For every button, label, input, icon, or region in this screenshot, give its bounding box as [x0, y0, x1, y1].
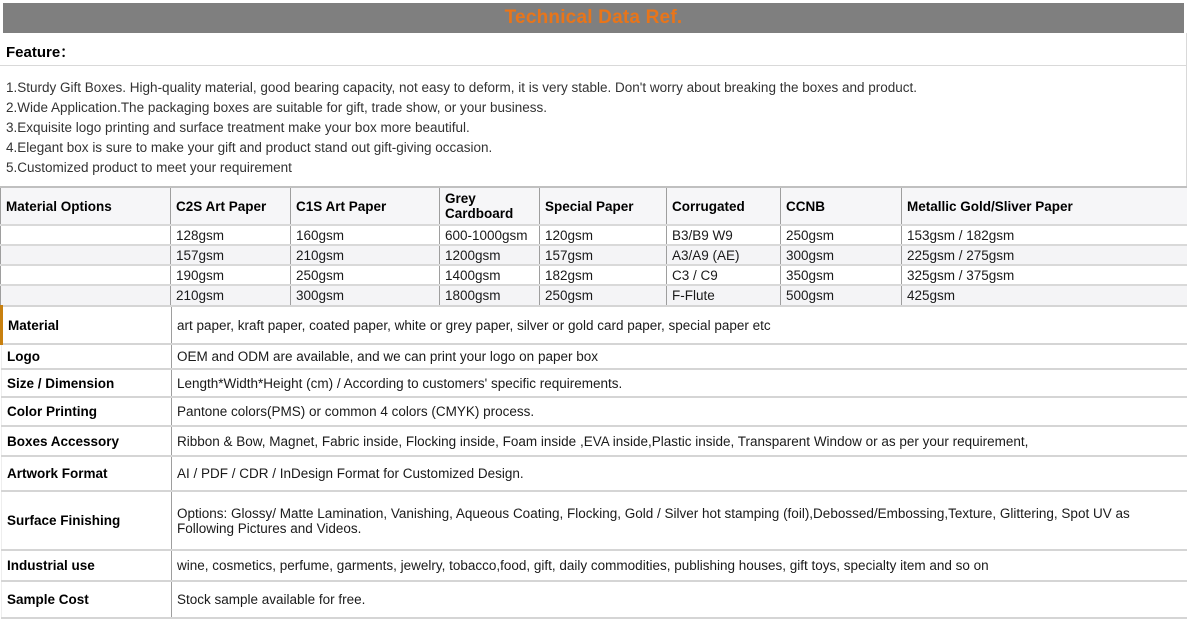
column-header-c2s-art-paper: C2S Art Paper: [171, 187, 291, 225]
detail-row-artwork-format: [2, 456, 1187, 491]
column-header-special-paper: Special Paper: [540, 187, 667, 225]
column-header-corrugated: Corrugated: [667, 187, 781, 225]
table-cell: 300gsm: [291, 285, 440, 305]
table-cell: [1, 225, 171, 245]
table-cell: 210gsm: [171, 285, 291, 305]
row-label: Boxes Accessory: [2, 426, 172, 456]
row-label: Logo: [2, 344, 172, 369]
table-cell: B3/B9 W9: [667, 225, 781, 245]
feature-item-4: 4.Elegant box is sure to make your gift and product stand out gift-giving occasion.: [6, 138, 1178, 158]
row-label: Sample Cost: [2, 581, 172, 618]
row-label: Industrial use: [2, 550, 172, 581]
table-cell: 250gsm: [781, 225, 902, 245]
title-bar: [3, 3, 1184, 33]
table-cell: 250gsm: [291, 265, 440, 285]
feature-list: [0, 66, 1187, 186]
detail-row-material: [2, 306, 1187, 344]
table-cell: 325gsm / 375gsm: [902, 265, 1187, 285]
column-header-c1s-art-paper: C1S Art Paper: [291, 187, 440, 225]
table-cell: C3 / C9: [667, 265, 781, 285]
table-row: [1, 265, 1187, 285]
table-cell: 120gsm: [540, 225, 667, 245]
detail-row-sample-cost: [2, 581, 1187, 618]
column-header-grey-cardboard: Grey Cardboard: [440, 187, 540, 225]
detail-table: [0, 305, 1187, 619]
table-cell: 300gsm: [781, 245, 902, 265]
table-cell: F-Flute: [667, 285, 781, 305]
row-value: wine, cosmetics, perfume, garments, jewelry, tobacco,food, gift, daily commodities, publishing houses, gift toys, specialty item and so on: [172, 550, 1187, 581]
row-value: Pantone colors(PMS) or common 4 colors (CMYK) process.: [172, 397, 1187, 426]
table-cell: 225gsm / 275gsm: [902, 245, 1187, 265]
row-value: Options: Glossy/ Matte Lamination, Vanishing, Aqueous Coating, Flocking, Gold / Silver hot stamping (foil),Debossed/Embossing,Texture, Glittering, Spot UV as Following Pictures and Videos.: [172, 491, 1187, 550]
row-value: art paper, kraft paper, coated paper, white or grey paper, silver or gold card paper, special paper etc: [172, 306, 1187, 344]
row-label: Artwork Format: [2, 456, 172, 491]
table-cell: 250gsm: [540, 285, 667, 305]
feature-item-2: 2.Wide Application.The packaging boxes are suitable for gift, trade show, or your business.: [6, 98, 1178, 118]
table-cell: 157gsm: [540, 245, 667, 265]
row-label: Material: [2, 306, 172, 344]
row-label: Size / Dimension: [2, 369, 172, 397]
row-label: Surface Finishing: [2, 491, 172, 550]
row-value: OEM and ODM are available, and we can print your logo on paper box: [172, 344, 1187, 369]
detail-row-logo: [2, 344, 1187, 369]
table-cell: 210gsm: [291, 245, 440, 265]
table-row: [1, 225, 1187, 245]
table-cell: 425gsm: [902, 285, 1187, 305]
table-cell: 350gsm: [781, 265, 902, 285]
table-cell: 190gsm: [171, 265, 291, 285]
column-header-material-options: Material Options: [1, 187, 171, 225]
detail-row-boxes-accessory: [2, 426, 1187, 456]
table-cell: 182gsm: [540, 265, 667, 285]
row-value: AI / PDF / CDR / InDesign Format for Customized Design.: [172, 456, 1187, 491]
row-value: Ribbon & Bow, Magnet, Fabric inside, Flocking inside, Foam inside ,EVA inside,Plastic inside, Transparent Window or as per your requirement,: [172, 426, 1187, 456]
page-title: Technical Data Ref.: [505, 7, 683, 29]
column-header-metallic-paper: Metallic Gold/Sliver Paper: [902, 187, 1187, 225]
row-value: Length*Width*Height (cm) / According to customers' specific requirements.: [172, 369, 1187, 397]
row-label: Color Printing: [2, 397, 172, 426]
feature-heading: Feature：: [0, 33, 1187, 66]
table-cell: 1800gsm: [440, 285, 540, 305]
detail-row-color-printing: [2, 397, 1187, 426]
table-cell: 157gsm: [171, 245, 291, 265]
row-value: Stock sample available for free.: [172, 581, 1187, 618]
detail-row-industrial-use: [2, 550, 1187, 581]
material-options-table: [0, 186, 1187, 305]
table-cell: 128gsm: [171, 225, 291, 245]
table-cell: 600-1000gsm: [440, 225, 540, 245]
feature-item-5: 5.Customized product to meet your requirement: [6, 158, 1178, 178]
table-cell: A3/A9 (AE): [667, 245, 781, 265]
table-cell: 1200gsm: [440, 245, 540, 265]
table-cell: 160gsm: [291, 225, 440, 245]
table-cell: 153gsm / 182gsm: [902, 225, 1187, 245]
table-row: [1, 245, 1187, 265]
material-table-header-row: [1, 187, 1187, 225]
column-header-ccnb: CCNB: [781, 187, 902, 225]
table-cell: 1400gsm: [440, 265, 540, 285]
feature-item-1: 1.Sturdy Gift Boxes. High-quality material, good bearing capacity, not easy to deform, it is very stable. Don't worry about breaking the boxes and product.: [6, 78, 1178, 98]
feature-item-3: 3.Exquisite logo printing and surface treatment make your box more beautiful.: [6, 118, 1178, 138]
table-row: [1, 285, 1187, 305]
detail-row-size-dimension: [2, 369, 1187, 397]
table-cell: [1, 285, 171, 305]
table-cell: 500gsm: [781, 285, 902, 305]
table-cell: [1, 245, 171, 265]
detail-row-surface-finishing: [2, 491, 1187, 550]
technical-data-sheet: [0, 3, 1187, 623]
table-cell: [1, 265, 171, 285]
